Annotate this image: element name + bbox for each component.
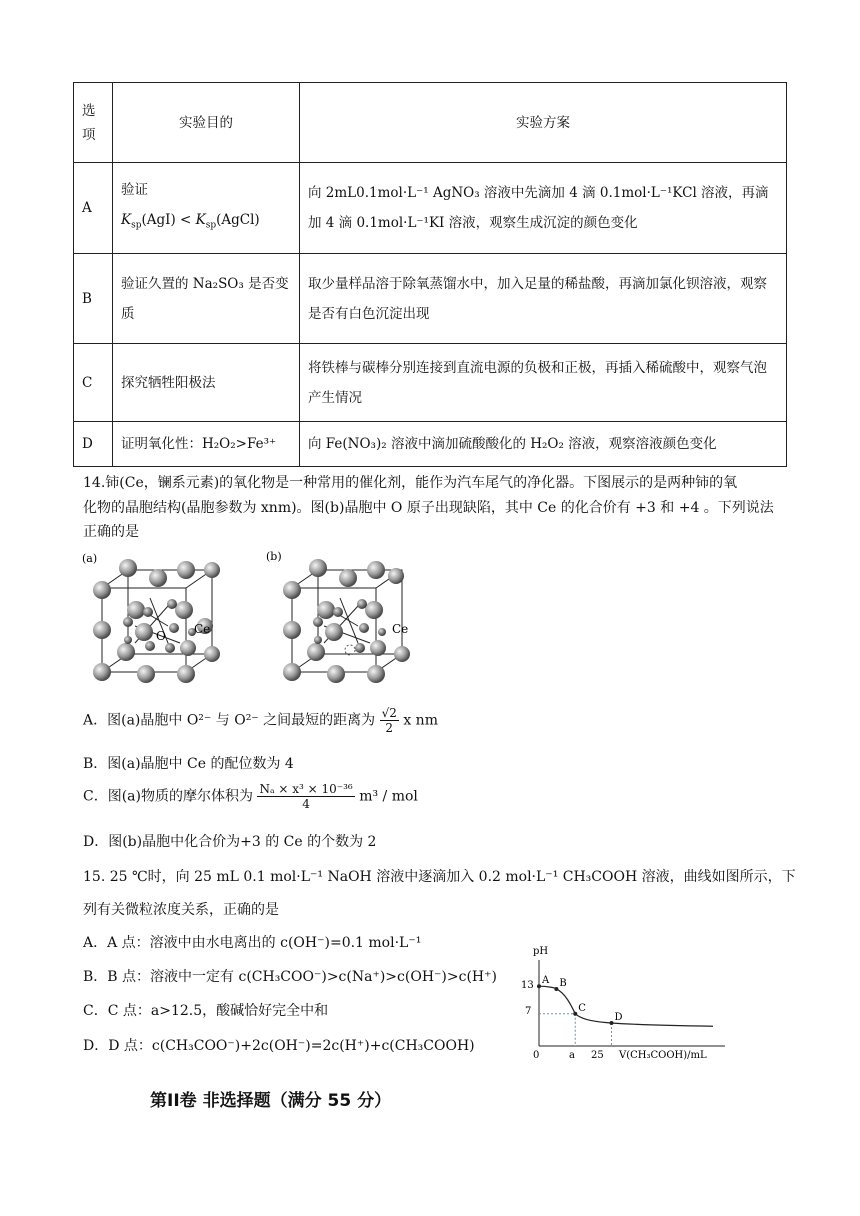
x-tick-25: 25 xyxy=(591,1050,604,1061)
q14-option-d: D．图(b)晶胞中化合价为+3 的 Ce 的个数为 2 xyxy=(83,834,377,850)
row-c-plan: 将铁棒与碳棒分别连接到直流电源的负极和正极，再插入稀硫酸中，观察气泡产生情况 xyxy=(300,344,787,422)
point-A xyxy=(537,984,541,988)
q14-line1: 14.铈(Ce，镧系元素)的氧化物是一种常用的催化剂，能作为汽车尾气的净化器。下图展示的是两种铈的氧 xyxy=(83,475,738,491)
row-c-option: C xyxy=(74,344,113,422)
x-tick-a: a xyxy=(569,1050,575,1061)
label-o: O xyxy=(156,629,166,643)
q15-line1: 15. 25 ℃时，向 25 mL 0.1 mol·L⁻¹ NaOH 溶液中逐滴加入 0.2 mol·L⁻¹ CH₃COOH 溶液，曲线如图所示，下 xyxy=(83,869,796,885)
q15-option-d: D．D 点：c(CH₃COO⁻)+2c(OH⁻)=2c(H⁺)+c(CH₃COOH) xyxy=(83,1038,475,1054)
row-d-option: D xyxy=(74,422,113,467)
label-b: (b) xyxy=(266,550,282,563)
row-a-option: A xyxy=(74,163,113,254)
row-b-option: B xyxy=(74,254,113,344)
q15-line2: 列有关微粒浓度关系，正确的是 xyxy=(83,902,279,918)
crystal-cell-a xyxy=(80,548,220,693)
q15-option-c: C．C 点：a>12.5，酸碱恰好完全中和 xyxy=(83,1003,329,1019)
q15-option-b: B．B 点：溶液中一定有 c(CH₃COO⁻)>c(Na⁺)>c(OH⁻)>c(H⁺) xyxy=(83,969,497,985)
q14-option-a: A．图(a)晶胞中 O²⁻ 与 O²⁻ 之间最短的距离为 $\frac{√2}{2}$ x nm xyxy=(83,706,438,735)
chart-ylabel: pH xyxy=(533,946,549,957)
point-label-C: C xyxy=(578,1002,586,1014)
row-d-goal: 证明氧化性：H₂O₂>Fe³⁺ xyxy=(113,422,300,467)
header-option: 选 项 xyxy=(74,83,113,163)
row-a-plan: 向 2mL0.1mol·L⁻¹ AgNO₃ 溶液中先滴加 4 滴 0.1mol·L⁻¹KCl 溶液，再滴加 4 滴 0.1mol·L⁻¹KI 溶液，观察生成沉淀的颜色变化 xyxy=(300,163,787,254)
experiment-table xyxy=(73,82,787,467)
y-tick-13: 13 xyxy=(521,980,534,991)
section-title: 第II卷 非选择题（满分 55 分） xyxy=(150,1091,392,1111)
row-d-plan: 向 Fe(NO₃)₂ 溶液中滴加硫酸酸化的 H₂O₂ 溶液，观察溶液颜色变化 xyxy=(300,422,787,467)
point-label-A: A xyxy=(542,975,550,987)
chart-xlabel: V(CH₃COOH)/mL xyxy=(619,1050,707,1061)
titration-curve xyxy=(539,986,713,1026)
point-C xyxy=(573,1012,577,1016)
label-a: (a) xyxy=(82,552,98,565)
header-goal: 实验目的 xyxy=(113,83,300,163)
q14-option-c: C．图(a)物质的摩尔体积为 $\frac{\text{Nₐ × x³ × 10⁻³⁶}}{4}$ m³ / mol xyxy=(83,782,418,811)
point-label-B: B xyxy=(559,977,567,989)
label-ce-b: Ce xyxy=(392,622,409,636)
row-c-goal: 探究牺牲阳极法 xyxy=(113,344,300,422)
q14-line3: 正确的是 xyxy=(83,524,139,540)
label-ce-a: Ce xyxy=(194,622,211,636)
y-tick-7: 7 xyxy=(525,1006,532,1017)
header-plan: 实验方案 xyxy=(300,83,787,163)
row-b-goal: 验证久置的 Na₂SO₃ 是否变质 xyxy=(113,254,300,344)
q14-option-b: B．图(a)晶胞中 Ce 的配位数为 4 xyxy=(83,756,294,772)
ph-titration-chart xyxy=(515,940,730,1068)
point-B xyxy=(554,987,558,991)
x-tick-0: 0 xyxy=(533,1050,540,1061)
point-label-D: D xyxy=(614,1012,623,1023)
q14-line2: 化物的晶胞结构(晶胞参数为 xnm)。图(b)晶胞中 O 原子出现缺陷，其中 Ce 的化合价有 +3 和 +4 。下列说法 xyxy=(83,500,774,516)
crystal-cell-b xyxy=(262,548,412,693)
point-D xyxy=(610,1021,614,1025)
row-a-goal: 验证 $K_{sp}(AgI)$ < $K_{sp}(AgCl)$ xyxy=(113,163,300,254)
q15-option-a: A．A 点：溶液中由水电离出的 c(OH⁻)=0.1 mol·L⁻¹ xyxy=(83,935,422,951)
row-b-plan: 取少量样品溶于除氧蒸馏水中，加入足量的稀盐酸，再滴加氯化钡溶液，观察是否有白色沉淀出现 xyxy=(300,254,787,344)
